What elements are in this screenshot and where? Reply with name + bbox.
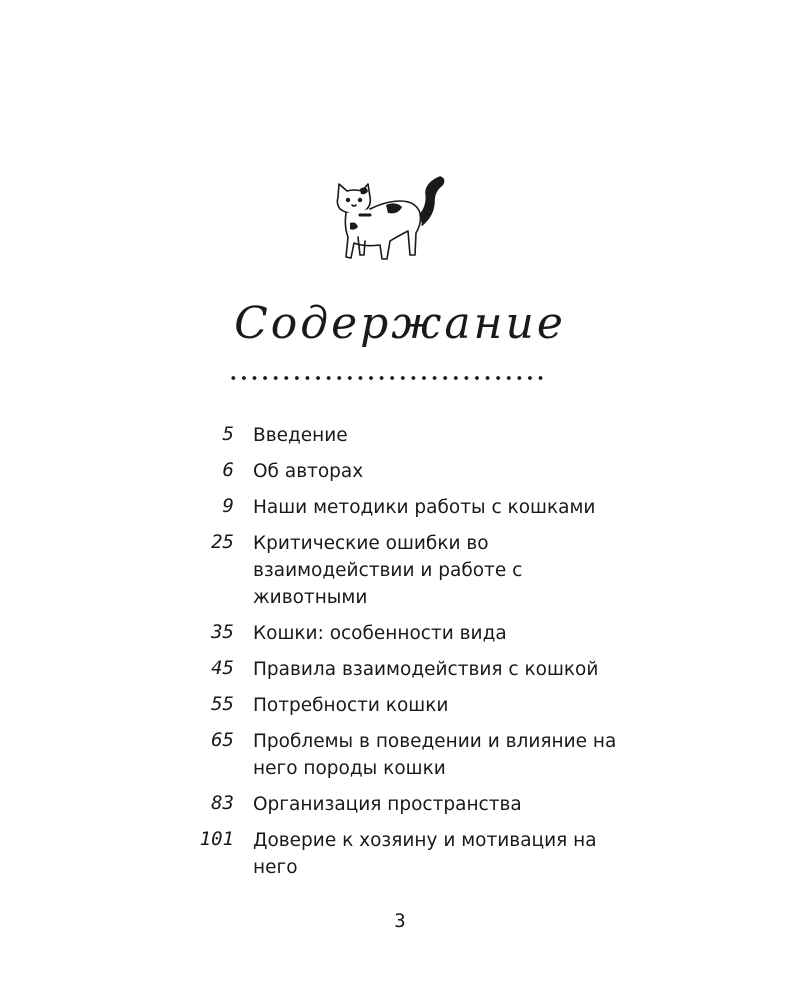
toc-entry[interactable] (0, 656, 800, 683)
toc-page-number: 35 (211, 621, 234, 643)
toc-title: Введение (253, 425, 348, 446)
toc-entry[interactable] (0, 422, 800, 449)
toc-title: Доверие к хозяину и мотивация на него (253, 830, 597, 878)
toc-title: Об авторах (253, 461, 364, 482)
toc-page-number: 5 (222, 423, 234, 445)
toc-entry[interactable] (0, 827, 800, 881)
toc-page-number: 45 (211, 657, 234, 679)
toc-title: Потребности кошки (253, 695, 449, 716)
toc-entry[interactable] (0, 728, 800, 782)
toc-page-number: 9 (222, 495, 234, 517)
toc-entry[interactable] (0, 530, 800, 611)
toc-page-number: 55 (211, 693, 234, 715)
toc-entry[interactable] (0, 692, 800, 719)
toc-title: Кошки: особенности вида (253, 623, 507, 644)
toc-title: Критические ошибки во взаимодействии и работе с животными (253, 533, 523, 608)
page-number: 3 (394, 910, 406, 932)
toc-entry[interactable] (0, 494, 800, 521)
toc-title: Правила взаимодействия с кошкой (253, 659, 599, 680)
toc-page-number: 6 (222, 459, 234, 481)
toc-page-number: 25 (211, 531, 234, 553)
dotted-divider (228, 372, 546, 384)
page-title: Содержание (234, 298, 566, 349)
toc-entry[interactable] (0, 620, 800, 647)
toc-page-number: 83 (211, 792, 234, 814)
toc-title: Наши методики работы с кошками (253, 497, 596, 518)
toc-page-number: 65 (211, 729, 234, 751)
table-of-contents (0, 422, 800, 890)
toc-page-number: 101 (199, 828, 234, 850)
toc-entry[interactable] (0, 791, 800, 818)
toc-title: Организация пространства (253, 794, 522, 815)
toc-title: Проблемы в поведении и влияние на него породы кошки (253, 731, 617, 779)
toc-entry[interactable] (0, 458, 800, 485)
cat-illustration (330, 175, 450, 270)
